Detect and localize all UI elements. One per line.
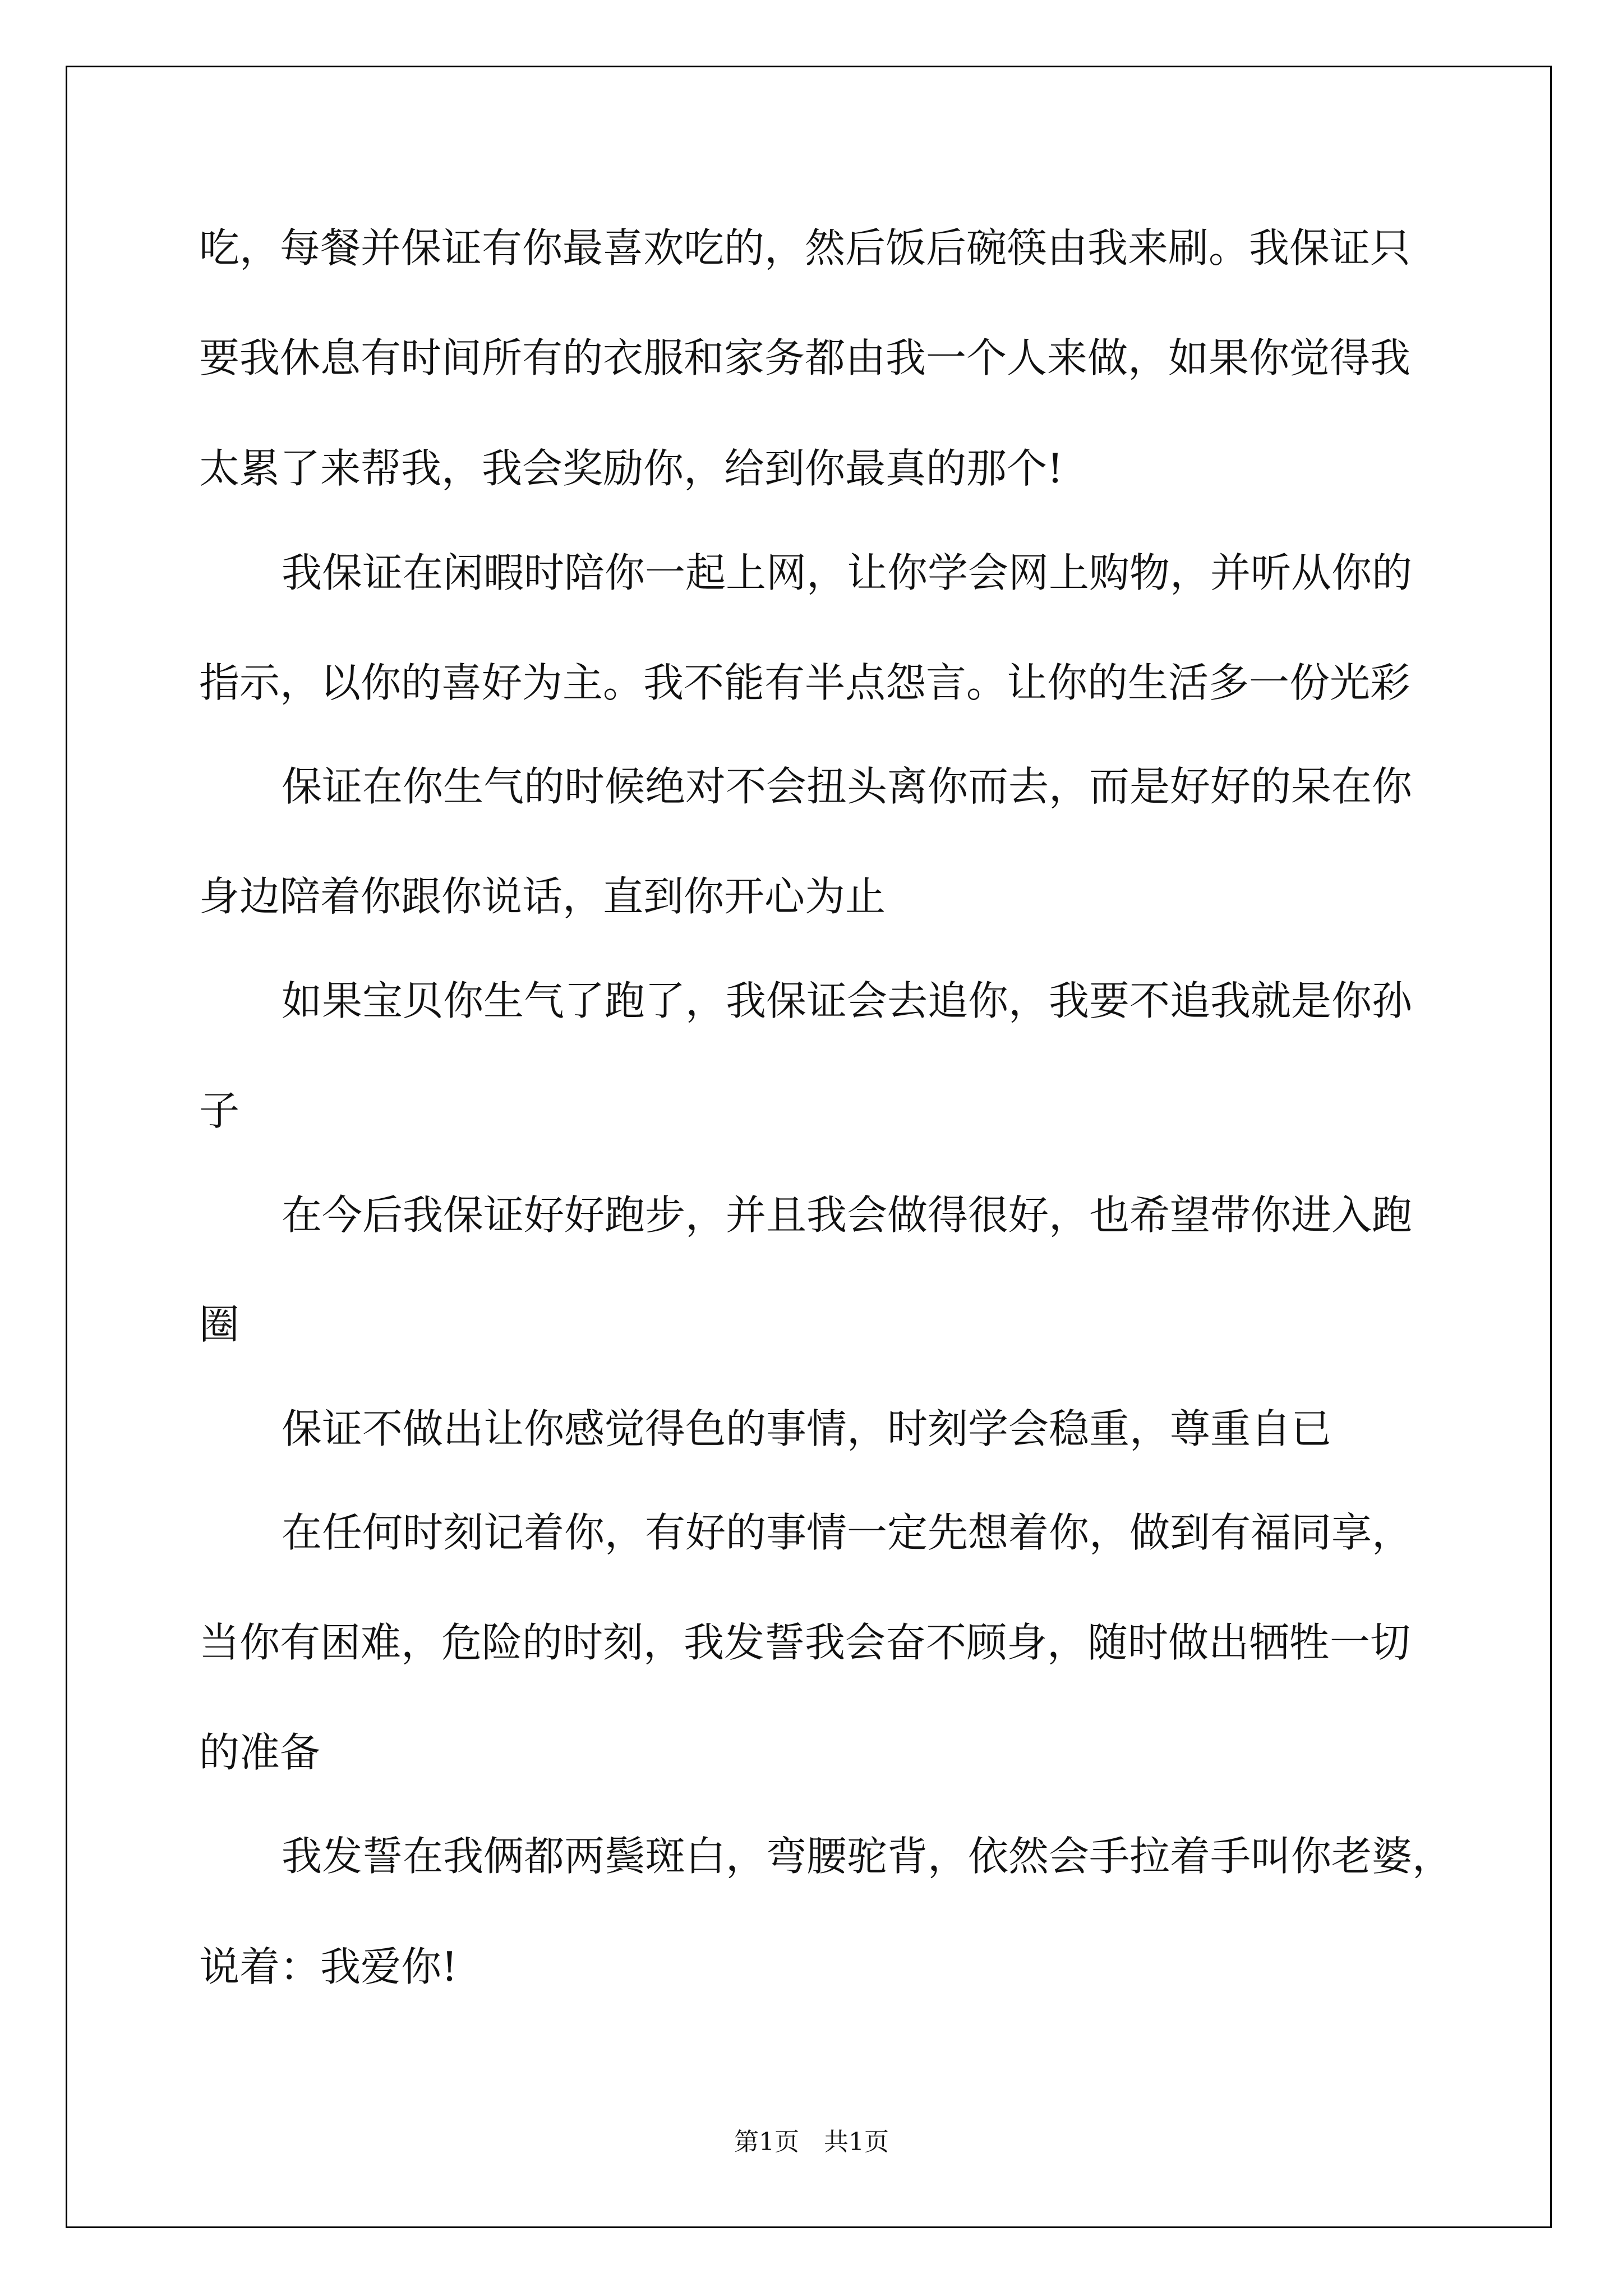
text-line: 吃，每餐并保证有你最喜欢吃的，然后饭后碗筷由我来刷。我保证只 (199, 224, 1411, 272)
text-line: 身边陪着你跟你说话，直到你开心为止 (199, 873, 886, 920)
text-line: 当你有困难，危险的时刻，我发誓我会奋不顾身，随时做出牺牲一切 (199, 1619, 1411, 1666)
page-number-footer: 第1页 共1页 (734, 2128, 889, 2156)
text-line: 圈 (199, 1301, 240, 1348)
paragraph-first-line: 保证不做出让你感觉得色的事情，时刻学会稳重，尊重自已 (282, 1405, 1332, 1452)
text-line: 指示，以你的喜好为主。我不能有半点怨言。让你的生活多一份光彩 (199, 659, 1411, 706)
paragraph-first-line: 保证在你生气的时候绝对不会扭头离你而去，而是好好的呆在你 (282, 763, 1413, 810)
text-line: 要我休息有时间所有的衣服和家务都由我一个人来做，如果你觉得我 (199, 334, 1411, 381)
paragraph-first-line: 在今后我保证好好跑步，并且我会做得很好，也希望带你进入跑 (282, 1191, 1413, 1239)
paragraph-first-line: 在任何时刻记着你，有好的事情一定先想着你，做到有福同享， (282, 1509, 1413, 1556)
text-line: 说着：我爱你! (199, 1943, 458, 1990)
text-line: 太累了来帮我，我会奖励你，给到你最真的那个! (199, 445, 1063, 492)
paragraph-first-line: 我保证在闲暇时陪你一起上网，让你学会网上购物，并听从你的 (282, 549, 1413, 596)
paragraph-first-line: 我发誓在我俩都两鬓斑白，弯腰驼背，依然会手拉着手叫你老婆， (282, 1833, 1453, 1880)
text-line: 的准备 (199, 1729, 321, 1776)
text-line: 子 (199, 1087, 240, 1134)
paragraph-first-line: 如果宝贝你生气了跑了，我保证会去追你，我要不追我就是你孙 (282, 977, 1413, 1024)
